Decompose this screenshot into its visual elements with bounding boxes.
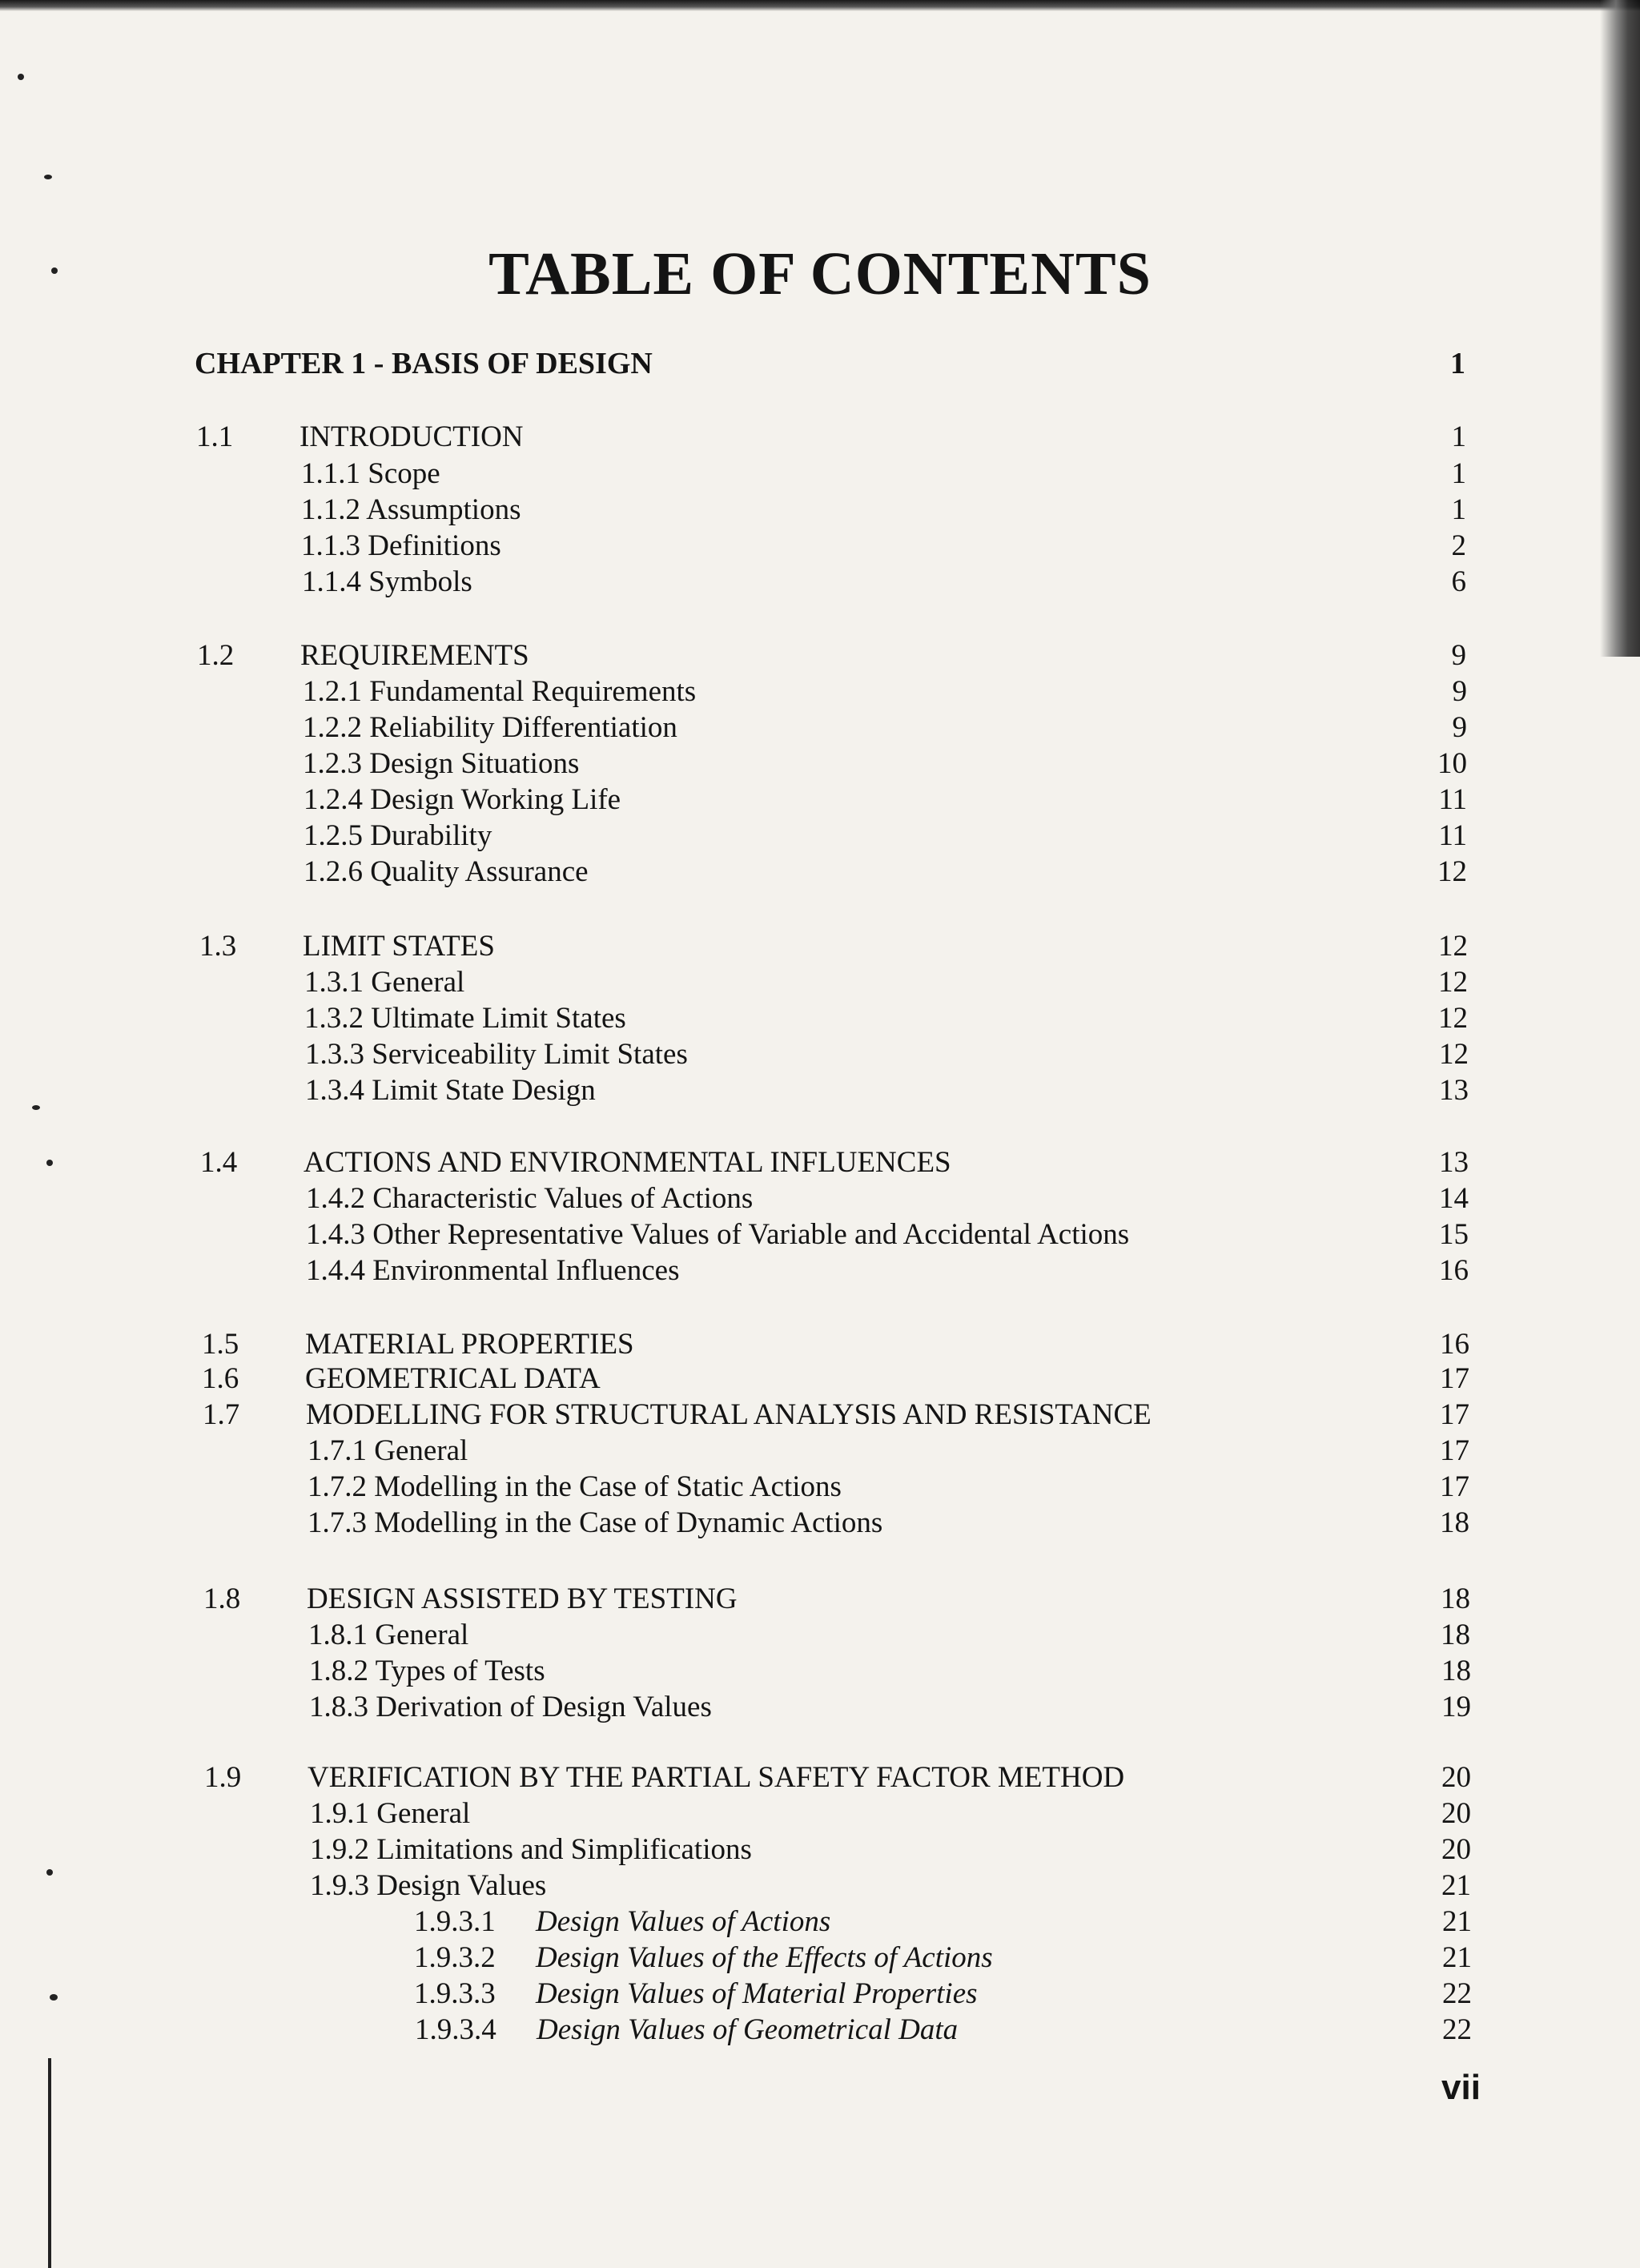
toc-subsection-row <box>0 710 1640 746</box>
toc-page-number: 20 <box>1441 1833 1471 1866</box>
toc-page-number: 12 <box>1438 930 1468 963</box>
toc-section-number: 1.8 <box>203 1582 241 1615</box>
toc-page-number: 18 <box>1441 1619 1470 1651</box>
toc-subsection-row <box>0 782 1640 818</box>
toc-subsection-row <box>0 1690 1640 1725</box>
toc-page-number: 16 <box>1439 1254 1469 1287</box>
toc-page-number: 11 <box>1438 783 1467 816</box>
toc-subsection-row <box>0 565 1640 600</box>
toc-subsubsection-number: 1.9.3.1 <box>414 1905 496 1938</box>
toc-subsubsection-number: 1.9.3.2 <box>414 1941 496 1974</box>
toc-section-number: 1.1 <box>196 420 234 453</box>
toc-entry-title: Design Values of Actions <box>536 1905 831 1938</box>
toc-entry-title: 1.9.1 General <box>310 1797 471 1830</box>
toc-subsection-row <box>0 855 1640 890</box>
toc-section-number: 1.9 <box>204 1761 242 1794</box>
toc-entry-title: 1.3.1 General <box>304 966 465 999</box>
toc-entry-title: 1.3.4 Limit State Design <box>305 1074 596 1107</box>
toc-subsection-row <box>0 674 1640 710</box>
toc-entry-title: 1.8.3 Derivation of Design Values <box>309 1691 712 1723</box>
toc-page-number: 1 <box>1451 457 1466 490</box>
toc-subsection-row <box>0 1037 1640 1072</box>
toc-entry-title: 1.2.6 Quality Assurance <box>303 855 589 888</box>
toc-page-number: 1 <box>1451 420 1466 453</box>
toc-page-number: 20 <box>1441 1761 1471 1794</box>
toc-entry-title: INTRODUCTION <box>299 420 524 453</box>
toc-subsection-row <box>0 529 1640 564</box>
toc-page-number: 18 <box>1441 1655 1471 1687</box>
toc-page-number: 17 <box>1440 1362 1469 1395</box>
toc-entry-title: Design Values of the Effects of Actions <box>536 1941 993 1974</box>
toc-subsection-row <box>0 1073 1640 1108</box>
toc-entry-title: 1.2.1 Fundamental Requirements <box>303 675 697 708</box>
toc-section-row <box>0 1327 1640 1362</box>
toc-subsection-row <box>0 1868 1640 1904</box>
toc-entry-title: DESIGN ASSISTED BY TESTING <box>307 1582 738 1615</box>
toc-subsection-row <box>0 746 1640 782</box>
toc-section-row <box>0 929 1640 964</box>
toc-subsection-row <box>0 1976 1640 2012</box>
toc-page-number: 6 <box>1451 565 1466 598</box>
toc-entry-title: REQUIREMENTS <box>300 639 529 672</box>
toc-entry-title: 1.3.3 Serviceability Limit States <box>305 1038 688 1071</box>
toc-subsection-row <box>0 1832 1640 1868</box>
toc-entry-title: Design Values of Geometrical Data <box>537 2013 959 2046</box>
toc-section-row <box>0 638 1640 674</box>
toc-page-number: 14 <box>1439 1182 1469 1215</box>
toc-page-number: 2 <box>1451 529 1466 562</box>
toc-section-number: 1.3 <box>199 930 237 963</box>
toc-subsection-row <box>0 818 1640 854</box>
toc-subsection-row <box>0 1618 1640 1653</box>
toc-subsection-row <box>0 493 1640 528</box>
toc-entry-title: 1.1.4 Symbols <box>302 565 472 598</box>
toc-page-number: 12 <box>1438 1002 1468 1035</box>
toc-page-number: 10 <box>1437 747 1467 780</box>
toc-subsection-row <box>0 1506 1640 1541</box>
toc-page-number: 17 <box>1440 1398 1469 1431</box>
toc-entry-title: 1.9.2 Limitations and Simplifications <box>310 1833 752 1866</box>
toc-page-number: 17 <box>1440 1470 1469 1503</box>
toc-section-number: 1.7 <box>203 1398 240 1431</box>
toc-entry-title: 1.4.4 Environmental Influences <box>306 1254 680 1287</box>
toc-page-number: 12 <box>1439 1038 1469 1071</box>
toc-entry-title: 1.2.2 Reliability Differentiation <box>303 711 677 744</box>
toc-subsection-row <box>0 2013 1640 2048</box>
toc-subsection-row <box>0 1904 1640 1940</box>
toc-page-number: 13 <box>1439 1074 1469 1107</box>
toc-section-number: 1.2 <box>197 639 235 672</box>
toc-page-number: 18 <box>1441 1582 1470 1615</box>
toc-entry-title: 1.8.2 Types of Tests <box>309 1655 545 1687</box>
toc-page-number: 20 <box>1441 1797 1471 1830</box>
toc-subsection-row <box>0 1796 1640 1832</box>
toc-subsection-row <box>0 965 1640 1000</box>
toc-entry-title: LIMIT STATES <box>303 930 495 963</box>
toc-section-number: 1.5 <box>202 1328 239 1361</box>
toc-entry-title: 1.2.5 Durability <box>303 819 492 852</box>
toc-page-number: 9 <box>1451 639 1466 672</box>
toc-section-row <box>0 420 1640 455</box>
toc-page-number: 19 <box>1441 1691 1471 1723</box>
toc-subsection-row <box>0 456 1640 492</box>
toc-section-row <box>0 1397 1640 1433</box>
toc-page-number: 1 <box>1451 493 1466 526</box>
toc-entry-title: 1.1.2 Assumptions <box>301 493 521 526</box>
toc-entry-title: 1.9.3 Design Values <box>310 1869 547 1902</box>
toc-chapter-row <box>0 346 1640 381</box>
toc-entry-title: CHAPTER 1 - BASIS OF DESIGN <box>195 347 653 380</box>
toc-section-number: 1.6 <box>202 1362 239 1395</box>
toc-subsection-row <box>0 1253 1640 1289</box>
toc-section-row <box>0 1582 1640 1617</box>
toc-page-number: 9 <box>1452 711 1467 744</box>
toc-page-number: 22 <box>1442 2013 1472 2046</box>
toc-page-number: 21 <box>1442 1905 1472 1938</box>
toc-entry-title: GEOMETRICAL DATA <box>305 1362 601 1395</box>
toc-entry-title: 1.1.3 Definitions <box>301 529 501 562</box>
toc-entry-title: 1.2.4 Design Working Life <box>303 783 621 816</box>
toc-page-number: 22 <box>1442 1977 1472 2010</box>
toc-entry-title: 1.8.1 General <box>308 1619 469 1651</box>
toc-entry-title: MODELLING FOR STRUCTURAL ANALYSIS AND RESISTANCE <box>306 1398 1152 1431</box>
toc-entry-title: 1.7.3 Modelling in the Case of Dynamic Actions <box>308 1506 883 1539</box>
toc-entry-title: 1.3.2 Ultimate Limit States <box>304 1002 626 1035</box>
toc-page-number: 13 <box>1439 1146 1469 1179</box>
toc-page-number: 21 <box>1442 1941 1472 1974</box>
toc-page-number: 17 <box>1440 1434 1469 1467</box>
toc-subsection-row <box>0 1001 1640 1036</box>
toc-entry-title: 1.2.3 Design Situations <box>303 747 580 780</box>
toc-entry-title: Design Values of Material Properties <box>536 1977 978 2010</box>
toc-section-row <box>0 1145 1640 1180</box>
toc-page-number: 12 <box>1437 855 1467 888</box>
toc-page-number: 9 <box>1452 675 1467 708</box>
toc-entry-title: 1.1.1 Scope <box>301 457 440 490</box>
toc-entry-title: ACTIONS AND ENVIRONMENTAL INFLUENCES <box>303 1146 951 1179</box>
toc-page-number: 15 <box>1439 1218 1469 1251</box>
toc-entry-title: 1.7.1 General <box>308 1434 468 1467</box>
toc-subsubsection-number: 1.9.3.3 <box>414 1977 496 2010</box>
toc-subsection-row <box>0 1434 1640 1469</box>
toc-page-number: 1 <box>1450 347 1465 380</box>
toc-entry-title: VERIFICATION BY THE PARTIAL SAFETY FACTOR METHOD <box>308 1761 1125 1794</box>
toc-subsection-row <box>0 1470 1640 1505</box>
toc-entry-title: MATERIAL PROPERTIES <box>305 1328 634 1361</box>
toc-subsubsection-number: 1.9.3.4 <box>415 2013 496 2046</box>
toc-section-number: 1.4 <box>200 1146 238 1179</box>
toc-subsection-row <box>0 1181 1640 1216</box>
toc-entry-title: 1.4.2 Characteristic Values of Actions <box>306 1182 754 1215</box>
toc-page-number: 21 <box>1441 1869 1471 1902</box>
toc-subsection-row <box>0 1654 1640 1689</box>
toc-subsection-row <box>0 1217 1640 1253</box>
toc-section-row <box>0 1361 1640 1397</box>
page-number: vii <box>1441 2068 1481 2107</box>
toc-page-number: 16 <box>1440 1328 1469 1361</box>
toc-page-number: 12 <box>1438 966 1468 999</box>
toc-subsection-row <box>0 1940 1640 1976</box>
toc-section-row <box>0 1760 1640 1796</box>
toc-entry-title: 1.4.3 Other Representative Values of Variable and Accidental Actions <box>306 1218 1130 1251</box>
toc-page-number: 18 <box>1440 1506 1469 1539</box>
page-title: TABLE OF CONTENTS <box>488 239 1152 308</box>
toc-page-number: 11 <box>1438 819 1467 852</box>
toc-entry-title: 1.7.2 Modelling in the Case of Static Actions <box>308 1470 842 1503</box>
